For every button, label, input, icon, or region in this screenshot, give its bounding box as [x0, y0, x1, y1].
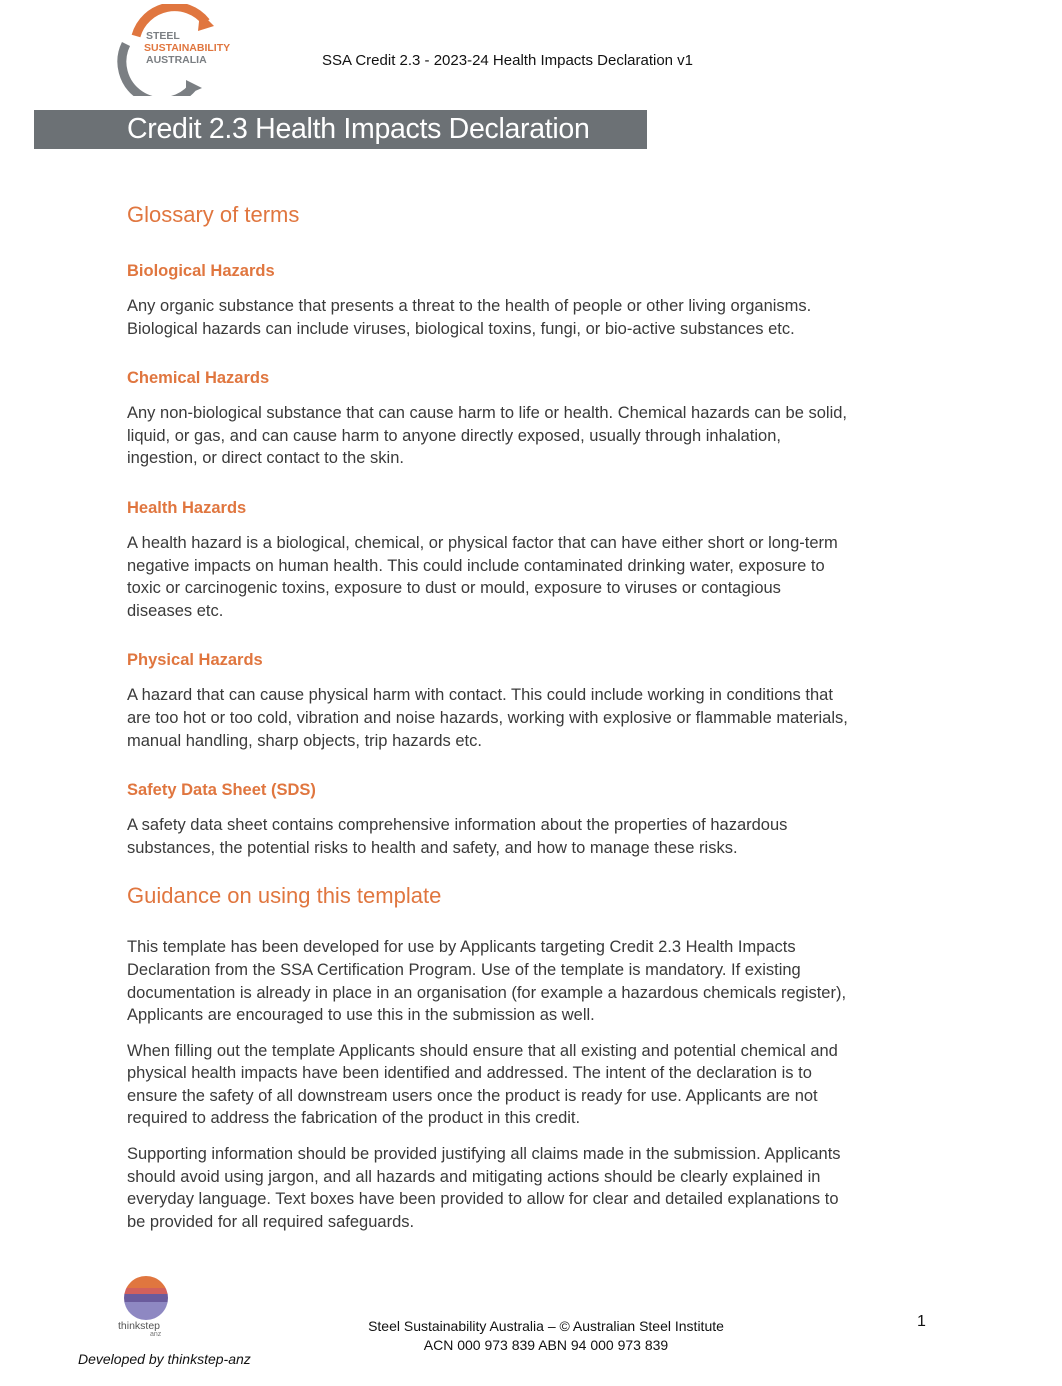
document-header-title: SSA Credit 2.3 - 2023-24 Health Impacts Declaration v1 [322, 52, 694, 69]
thinkstep-logo-icon [114, 1274, 184, 1324]
glossary-term: Chemical Hazards [127, 369, 270, 388]
thinkstep-logo [114, 1274, 184, 1344]
logo-text-steel: STEEL [146, 30, 180, 42]
document-body [127, 200, 937, 1233]
title-banner [34, 110, 647, 149]
glossary-term: Physical Hazards [127, 651, 263, 670]
glossary-definition: A health hazard is a biological, chemical, or physical factor that can have either short or long-term negative impacts on human health. This could include contaminated drinking water, exposure to toxic or carcinogenic toxins, exposure to dust or mould, exposure to viruses or contagious diseases etc. [127, 533, 838, 620]
glossary-term: Health Hazards [127, 498, 247, 517]
thinkstep-brand-subtext: anz [150, 1331, 162, 1338]
page-number: 1 [917, 1313, 926, 1330]
guidance-heading: Guidance on using this template [127, 883, 442, 909]
page-title: Credit 2.3 Health Impacts Declaration [127, 113, 590, 145]
glossary-definition: Any organic substance that presents a threat to the health of people or other living organisms. Biological hazards can include viruses, biological toxins, fungi, or bio-active substances etc. [127, 297, 812, 338]
glossary-definition: A safety data sheet contains comprehensive information about the properties of hazardous substances, the potential risks to health and safety, and how to manage these risks. [127, 816, 788, 857]
glossary-heading: Glossary of terms [127, 202, 300, 227]
glossary-entry [127, 497, 937, 622]
footer-registration: ACN 000 973 839 ABN 94 000 973 839 [423, 1337, 669, 1353]
thinkstep-brand-text: thinkstep [118, 1320, 161, 1332]
glossary-definition: Any non-biological substance that can cause harm to life or health. Chemical hazards can be solid, liquid, or gas, and can cause harm to anyone directly exposed, usually through inhalation, ingestion, or direct contact to the skin. [127, 404, 847, 468]
developed-by-note: Developed by thinkstep-anz [78, 1351, 251, 1367]
logo-text-sustainability: SUSTAINABILITY [144, 42, 231, 54]
glossary-term: Biological Hazards [127, 262, 275, 280]
glossary-term: Safety Data Sheet (SDS) [127, 781, 316, 800]
guidance-paragraph: When filling out the template Applicants should ensure that all existing and potential chemical and physical health impacts have been identified and addressed. The intent of the declaration is to ensure the safety of all downstream users once the product is ready for use. Applicants are not required to address the fabrication of the product in this credit. [127, 1041, 838, 1128]
glossary-entry [127, 260, 937, 340]
guidance-paragraph: This template has been developed for use by Applicants targeting Credit 2.3 Health Impacts Declaration from the SSA Certification Program. Use of the template is mandatory. If existing documentation is already in place in an organisation (for example a hazardous chemicals register), Applicants are encouraged to use this in the submission as well. [127, 938, 847, 1025]
footer-copyright: Steel Sustainability Australia – © Australian Steel Institute [368, 1318, 724, 1334]
glossary-entry [127, 367, 937, 470]
glossary-definition: A hazard that can cause physical harm with contact. This could include working in conditions that are too hot or too cold, vibration and noise hazards, working with explosive or flammable materials, manual handling, sharp objects, trip hazards etc. [127, 686, 848, 750]
logo-text-australia: AUSTRALIA [146, 54, 207, 66]
glossary-entry [127, 779, 937, 859]
ssa-logo [114, 4, 234, 96]
glossary-entry [127, 649, 937, 752]
guidance-paragraph: Supporting information should be provided justifying all claims made in the submission. Applicants should avoid using jargon, and all hazards and mitigating actions should be clearly explained in everyday language. Text boxes have been provided to allow for clear and detailed explanations to be provided for all required safeguards. [127, 1145, 841, 1231]
